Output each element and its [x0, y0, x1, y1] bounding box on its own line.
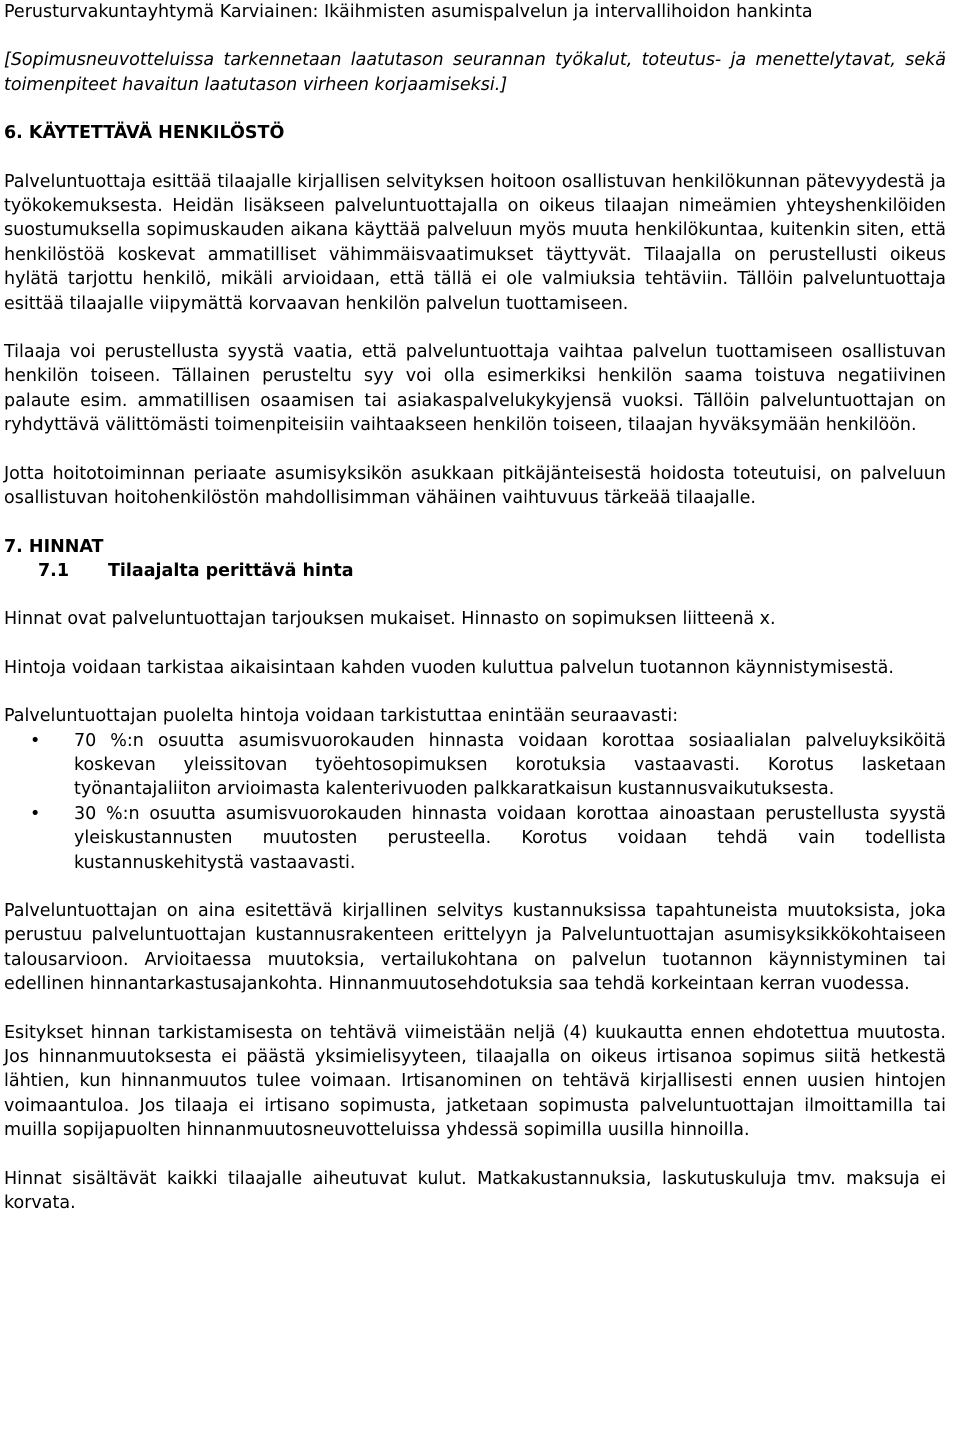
prices-paragraph: Hintoja voidaan tarkistaa aikaisintaan kahden vuoden kuluttua palvelun tuotannon käynnistymisestä. [4, 657, 894, 678]
prices-paragraph: Palveluntuottajan puolelta hintoja voidaan tarkistuttaa enintään seuraavasti: [4, 706, 679, 727]
document-page [4, 0, 946, 1215]
list-item [4, 729, 946, 802]
prices-paragraph: Hinnat sisältävät kaikki tilaajalle aiheutuvat kulut. Matkakustannuksia, laskutuskuluja tmv. maksuja ei korvata. [4, 1168, 946, 1214]
section-6-paragraph: Palveluntuottaja esittää tilaajalle kirjallisen selvityksen hoitoon osallistuvan henkilökunnan pätevyydestä ja työkokemuksesta. Heidän lisäkseen palveluntuottajalla on oikeus tilaajan nimeämien yhteyshenkilöiden suostumuksella sopimuskauden aikana käyttää palveluun myös muuta henkilökuntaa, kuitenkin siten, että henkilöstöä koskevat ammatilliset vähimmäisvaatimukset täyttyvät. Tilaajalla on perustellusti oikeus hylätä tarjottu henkilö, mikäli arvioidaan, että tällä ei ole valmiuksia tehtäviin. Tällöin palveluntuottaja esittää tilaajalle viipymättä korvaavan henkilön palvelun tuottamiseen. [4, 171, 946, 314]
negotiation-note: [Sopimusneuvotteluissa tarkennetaan laatutason seurannan työkalut, toteutus- ja menettelytavat, sekä toimenpiteet havaitun laatutason virheen korjaamiseksi.] [4, 50, 946, 95]
bullet-icon: • [30, 730, 41, 751]
subsection-title: Tilaajalta perittävä hinta [108, 560, 354, 581]
list-item-text: 70 %:n osuutta asumisvuorokauden hinnasta voidaan korottaa sosiaalialan palveluyksiköitä koskevan yleissitovan työehtosopimuksen korotuksia vastaavasti. Korotus lasketaan työnantajaliiton arvioimasta kalenterivuoden palkkaratkaisun kustannusvaikutuksesta. [74, 730, 946, 800]
prices-paragraph: Hinnat ovat palveluntuottajan tarjouksen mukaiset. Hinnasto on sopimuksen liitteenä x. [4, 609, 776, 630]
section-7-1-heading [4, 559, 946, 583]
bullet-icon: • [30, 803, 41, 824]
document-header: Perusturvakuntayhtymä Karviainen: Ikäihmisten asumispalvelun ja intervallihoidon hankinta [4, 2, 813, 22]
list-item-text: 30 %:n osuutta asumisvuorokauden hinnasta voidaan korottaa ainoastaan perustellusta syystä yleiskustannusten muutosten perusteella. Korotus voidaan tehdä vain todellista kustannuskehitystä vastaavasti. [74, 803, 946, 873]
section-7-heading: 7. HINNAT [4, 536, 104, 557]
section-6-paragraph: Tilaaja voi perustellusta syystä vaatia, että palveluntuottaja vaihtaa palvelun tuottamiseen osallistuvan henkilön toiseen. Tällainen perusteltu syy voi olla esimerkiksi henkilön saama toistuva negatiivinen palaute esim. ammatillisen osaamisen tai asiakaspalvelukykyjensä vuoksi. Tällöin palveluntuottajan on ryhdyttävä välittömästi toimenpiteisiin vaihtaakseen henkilön toiseen, tilaajan hyväksymään henkilöön. [4, 342, 946, 436]
section-6-heading: 6. KÄYTETTÄVÄ HENKILÖSTÖ [4, 123, 285, 144]
subsection-number: 7.1 [38, 560, 70, 581]
section-6-paragraph: Jotta hoitotoiminnan periaate asumisyksikön asukkaan pitkäjänteisestä hoidosta toteutuisi, on palveluun osallistuvan hoitohenkilöstön mahdollisimman vähäinen vaihtuvuus tärkeää tilaajalle. [4, 463, 946, 509]
price-adjustment-list [4, 729, 946, 875]
list-item [4, 802, 946, 875]
prices-paragraph: Palveluntuottajan on aina esitettävä kirjallinen selvitys kustannuksissa tapahtuneista muutoksista, joka perustuu palveluntuottajan kustannusrakenteen erittelyyn ja Palveluntuottajan asumisyksikkökohtaiseen talousarvioon. Arvioitaessa muutoksia, vertailukohtana on palvelun tuotannon käynnistyminen tai edellinen hinnantarkastusajankohta. Hinnanmuutosehdotuksia saa tehdä korkeintaan kerran vuodessa. [4, 900, 946, 995]
prices-paragraph: Esitykset hinnan tarkistamisesta on tehtävä viimeistään neljä (4) kuukautta ennen ehdotettua muutosta. Jos hinnanmuutoksesta ei päästä yksimielisyyteen, tilaajalla on oikeus irtisanoa sopimus siitä hetkestä lähtien, kun hinnanmuutos tulee voimaan. Irtisanominen on tehtävä kirjallisesti ennen uusien hintojen voimaantuloa. Jos tilaaja ei irtisano sopimusta, jatketaan sopimusta palveluntuottajan ilmoittamilla tai muilla sopijapuolten hinnanmuutosneuvotteluissa yhdessä sopimilla uusilla hinnoilla. [4, 1022, 946, 1141]
